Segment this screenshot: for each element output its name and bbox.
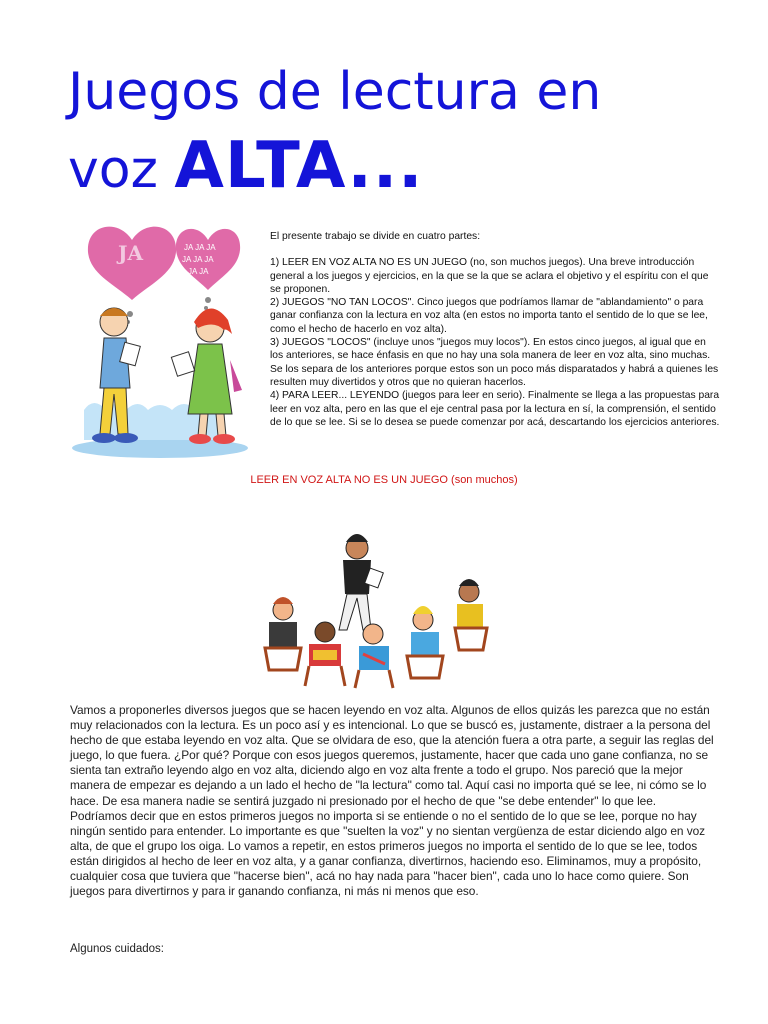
title-line-1: Juegos de lectura en bbox=[68, 62, 602, 122]
body-paragraph: Vamos a proponerles diversos juegos que se hacen leyendo en voz alta. Algunos de ellos quizás les parezca que no están muy relacionados con la lectura. Es un poco así y es intencional. Lo que se buscó es, justamente, distraer a la persona del hecho de que estaba leyendo en voz alta. Que se olvidara de eso, que la atención fuera a otra parte, a seguir las reglas del juego, lo que fuera. ¿Por qué? Porque con esos juegos queremos, justamente, hacer que cada uno gane confianza, no se sienta tan extraño leyendo algo en voz alta, diciendo algo en voz alta frente a todo el grupo. Nos pareció que la mejor manera de empezar es dejando a un lado el hecho de "la lectura" como tal. Aquí casi no importa qué se lee, ni cómo se lo hace. De esa manera nadie se sentirá juzgado ni presionado por el hecho de que "se debe entender" lo que lee. Podríamos decir que en estos primeros juegos no importa si se entiende o no el sentido de lo que se lee, porque no hay ningún sentido para entender. Lo importante es que "suelten la voz" y no sientan vergüenza de estar diciendo algo en voz alta, de que el grupo los oiga. Lo vamos a repetir, en estos primeros juegos no importa el sentido de lo que se lee, todos están dirigidos al hecho de leer en voz alta, y a ganar confianza, divertirnos, haciendo eso. Eliminamos, muy a propósito, cualquier cosa que tuviera que "hacerse bien", acá no hay nada para "hacer bien", cada uno lo hace como quiere. Son juegos para divertirnos y para ir ganando confianza, ni más ni menos que eso. bbox=[70, 703, 714, 899]
intro-item-3: 3) JUEGOS "LOCOS" (incluye unos "juegos muy locos"). En estos cinco juegos, al igual que en los anteriores, se hace énfasis en que no hay una sola manera de leer en voz alta, sino muchas. Se los separa de los anteriores porque estos son un poco más disparatados y habrá a quienes les resulten muy divertidos y otros que no quieran hacerlos. bbox=[270, 337, 719, 388]
heart-left-text: JA bbox=[118, 241, 143, 265]
svg-text:JA JA: JA JA bbox=[188, 267, 209, 276]
laughing-kids-illustration bbox=[70, 210, 255, 465]
title-line-2-emphasis: ALTA... bbox=[174, 129, 424, 203]
section-subheading: Algunos cuidados: bbox=[70, 943, 164, 955]
page-title bbox=[68, 55, 748, 207]
intro-section bbox=[270, 230, 720, 429]
svg-text:JA JA JA: JA JA JA bbox=[184, 243, 216, 252]
section-heading: LEER EN VOZ ALTA NO ES UN JUEGO (son muchos) bbox=[250, 474, 518, 486]
intro-item-4: 4) PARA LEER... LEYENDO (juegos para leer en serio). Finalmente se llega a las propuestas para leer en voz alta, pero en las que el eje central pasa por la lectura en sí, la comprensión, el sentido de lo que se lee. Si se lo desea se puede comenzar por acá, descartando los ejercicios anteriores. bbox=[270, 390, 720, 428]
svg-text:JA JA JA: JA JA JA bbox=[182, 255, 214, 264]
reading-group-illustration bbox=[255, 530, 505, 690]
intro-lead: El presente trabajo se divide en cuatro partes: bbox=[270, 231, 481, 242]
title-line-2-prefix: voz bbox=[68, 140, 158, 200]
intro-item-1: 1) LEER EN VOZ ALTA NO ES UN JUEGO (no, son muchos juegos). Una breve introducción general a los juegos y ejercicios, en la que se la que se aclara el objetivo y el espíritu con el que se proponen. bbox=[270, 257, 709, 295]
intro-item-2: 2) JUEGOS "NO TAN LOCOS". Cinco juegos que podríamos llamar de "ablandamiento" o para ganar confianza con la lectura en voz alta (en estos no importa tanto el sentido de lo que se lee, como el hecho de hacerlo en voz alta). bbox=[270, 297, 708, 335]
